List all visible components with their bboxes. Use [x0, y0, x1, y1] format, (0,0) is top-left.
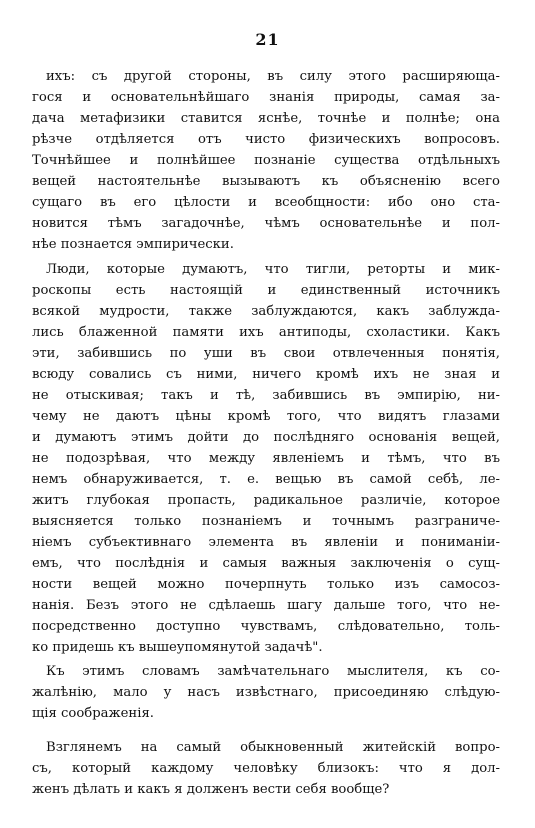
text-line: съ, который каждому человѣку близокъ: что я дол- — [32, 761, 500, 776]
text-line: гося и основательнѣйшаго знанія природы, самая за- — [32, 90, 500, 105]
text-line: посредственно доступно чувствамъ, слѣдовательно, толь- — [32, 619, 500, 634]
text-line: вещей настоятельнѣе вызываютъ къ объясненію всего — [32, 174, 500, 189]
text-line: всюду совались съ ними, ничего кромѣ ихъ не зная и — [32, 367, 500, 382]
text-line: новится тѣмъ загадочнѣе, чѣмъ основательнѣе и пол- — [32, 216, 500, 231]
text-line: эти, забившись по уши въ свои отвлеченныя понятія, — [32, 346, 500, 361]
text-line: рѣзче отдѣляется отъ чисто физическихъ вопросовъ. — [32, 132, 500, 147]
text-line: сущаго въ его цѣлости и всеобщности: ибо оно ста- — [32, 195, 500, 210]
text-line: выясняется только познаніемъ и точнымъ разграниче- — [32, 514, 500, 529]
paragraph-1 — [32, 66, 500, 255]
paragraph-2 — [32, 259, 500, 658]
text-line: Къ этимъ словамъ замѣчательнаго мыслителя, къ со- — [46, 664, 500, 679]
paragraph-3 — [32, 661, 500, 724]
text-line: чему не даютъ цѣны кромѣ того, что видятъ глазами — [32, 409, 500, 424]
paragraph-4 — [32, 737, 500, 800]
text-line: нанія. Безъ этого не сдѣлаешь шагу дальше того, что не- — [32, 598, 500, 613]
text-line: ихъ: съ другой стороны, въ силу этого расширяюща- — [46, 69, 500, 84]
text-line: ности вещей можно почерпнуть только изъ самосоз- — [32, 577, 500, 592]
text-line: и думаютъ этимъ дойти до послѣдняго основанія вещей, — [32, 430, 500, 445]
text-line: не отыскивая; такъ и тѣ, забившись въ эмпирію, ни- — [32, 388, 500, 403]
text-line: женъ дѣлать и какъ я долженъ вести себя вообще? — [32, 782, 390, 797]
text-line: немъ обнаруживается, т. е. вещью въ самой себѣ, ле- — [32, 472, 500, 487]
text-line: ко придешь къ вышеупомянутой задачѣ". — [32, 640, 323, 655]
text-line: всякой мудрости, также заблуждаются, какъ заблуждa- — [32, 304, 500, 319]
text-line: Точнѣйшее и полнѣйшее познаніе существа отдѣльныхъ — [32, 153, 500, 168]
page-number: 21 — [255, 30, 280, 49]
text-line: емъ, что послѣднія и самыя важныя заключенія о сущ- — [32, 556, 500, 571]
text-line: Люди, которые думаютъ, что тигли, реторты и мик- — [46, 262, 500, 277]
text-line: Взглянемъ на самый обыкновенный житейскій вопро- — [46, 740, 500, 755]
text-line: ніемъ субъективнаго элемента въ явленіи и пониманіи- — [32, 535, 500, 550]
text-line: не подозрѣвая, что между явленіемъ и тѣмъ, что въ — [32, 451, 500, 466]
text-line: лись блаженной памяти ихъ антиподы, схоластики. Какъ — [32, 325, 500, 340]
text-line: щія соображенія. — [32, 706, 154, 721]
text-line: жалѣнію, мало у насъ извѣстнаго, присоединяю слѣдую- — [32, 685, 500, 700]
text-line: дача метафизики ставится яснѣе, точнѣе и полнѣе; она — [32, 111, 500, 126]
text-line: роскопы есть настоящій и единственный источникъ — [32, 283, 500, 298]
text-line: нѣе познается эмпирически. — [32, 237, 234, 252]
text-line: житъ глубокая пропасть, радикальное различіе, которое — [32, 493, 500, 508]
